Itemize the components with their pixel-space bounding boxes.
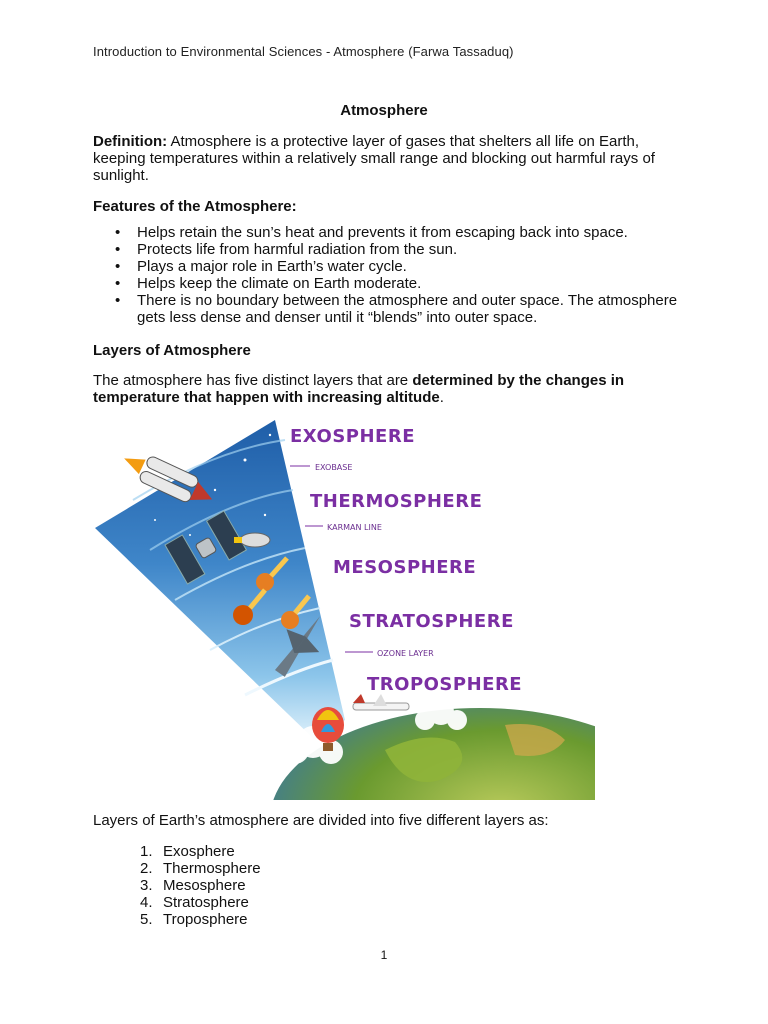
sky-wedge: [95, 420, 345, 740]
list-item-number: 3.: [140, 877, 153, 894]
list-item: [115, 258, 685, 275]
list-item: [140, 860, 261, 877]
atmosphere-layers-illustration: [95, 420, 595, 800]
bullet-icon: •: [115, 275, 121, 292]
layers-intro: [93, 372, 683, 406]
page-title: Atmosphere: [340, 102, 428, 119]
airplane-icon: [353, 694, 409, 710]
label-mesosphere: MESOSPHERE: [333, 557, 477, 578]
label-ozone-layer: OZONE LAYER: [377, 649, 434, 658]
definition-label: Definition:: [93, 133, 168, 150]
list-item: [115, 241, 685, 258]
layers-intro-end: .: [439, 389, 444, 406]
bullet-icon: •: [115, 292, 121, 309]
bullet-icon: •: [115, 224, 121, 241]
layers-intro-text: The atmosphere has five distinct layers that are: [93, 372, 413, 389]
list-item-text: Protects life from harmful radiation from the sun.: [137, 241, 458, 258]
features-list: [115, 224, 685, 326]
features-heading: Features of the Atmosphere:: [93, 198, 297, 215]
list-item: [140, 843, 261, 860]
list-item-text: Mesosphere: [163, 877, 246, 894]
layers-list-intro: Layers of Earth’s atmosphere are divided into five different layers as:: [93, 812, 549, 829]
list-item-number: 4.: [140, 894, 153, 911]
list-item-text: There is no boundary between the atmosphere and outer space. The atmosphere gets less dense and denser until it “blends” into outer space.: [137, 292, 678, 326]
list-item-text: Helps retain the sun’s heat and prevents it from escaping back into space.: [137, 224, 628, 241]
list-item-text: Helps keep the climate on Earth moderate.: [137, 275, 422, 292]
definition-text: Atmosphere is a protective layer of gases that shelters all life on Earth, keeping temperatures within a relatively small range and blocking out harmful rays of sunlight.: [93, 133, 655, 184]
list-item: [115, 275, 685, 292]
list-item-number: 5.: [140, 911, 153, 928]
bullet-icon: •: [115, 241, 121, 258]
list-item-text: Exosphere: [163, 843, 235, 860]
list-item: [115, 292, 685, 326]
label-stratosphere: STRATOSPHERE: [349, 611, 514, 632]
bullet-icon: •: [115, 258, 121, 275]
label-exobase: EXOBASE: [315, 463, 353, 472]
list-item-number: 2.: [140, 860, 153, 877]
list-item: [140, 894, 261, 911]
list-item: [140, 911, 261, 928]
list-item-text: Plays a major role in Earth’s water cycle.: [137, 258, 407, 275]
layers-numbered-list: [140, 843, 261, 928]
page-number: 1: [380, 948, 388, 962]
list-item-text: Troposphere: [163, 911, 248, 928]
definition-paragraph: [93, 133, 683, 184]
list-item-text: Stratosphere: [163, 894, 249, 911]
layers-intro-bold: determined by the changes in temperature that happen with increasing altitude: [93, 372, 625, 406]
layers-heading: Layers of Atmosphere: [93, 342, 251, 359]
list-item: [140, 877, 261, 894]
label-karman-line: KARMAN LINE: [327, 523, 382, 532]
list-item: [115, 224, 685, 241]
page-header: Introduction to Environmental Sciences - Atmosphere (Farwa Tassaduq): [93, 44, 514, 59]
list-item-text: Thermosphere: [163, 860, 261, 877]
list-item-number: 1.: [140, 843, 153, 860]
label-troposphere: TROPOSPHERE: [367, 674, 523, 695]
label-exosphere: EXOSPHERE: [290, 426, 416, 447]
label-thermosphere: THERMOSPHERE: [310, 491, 483, 512]
